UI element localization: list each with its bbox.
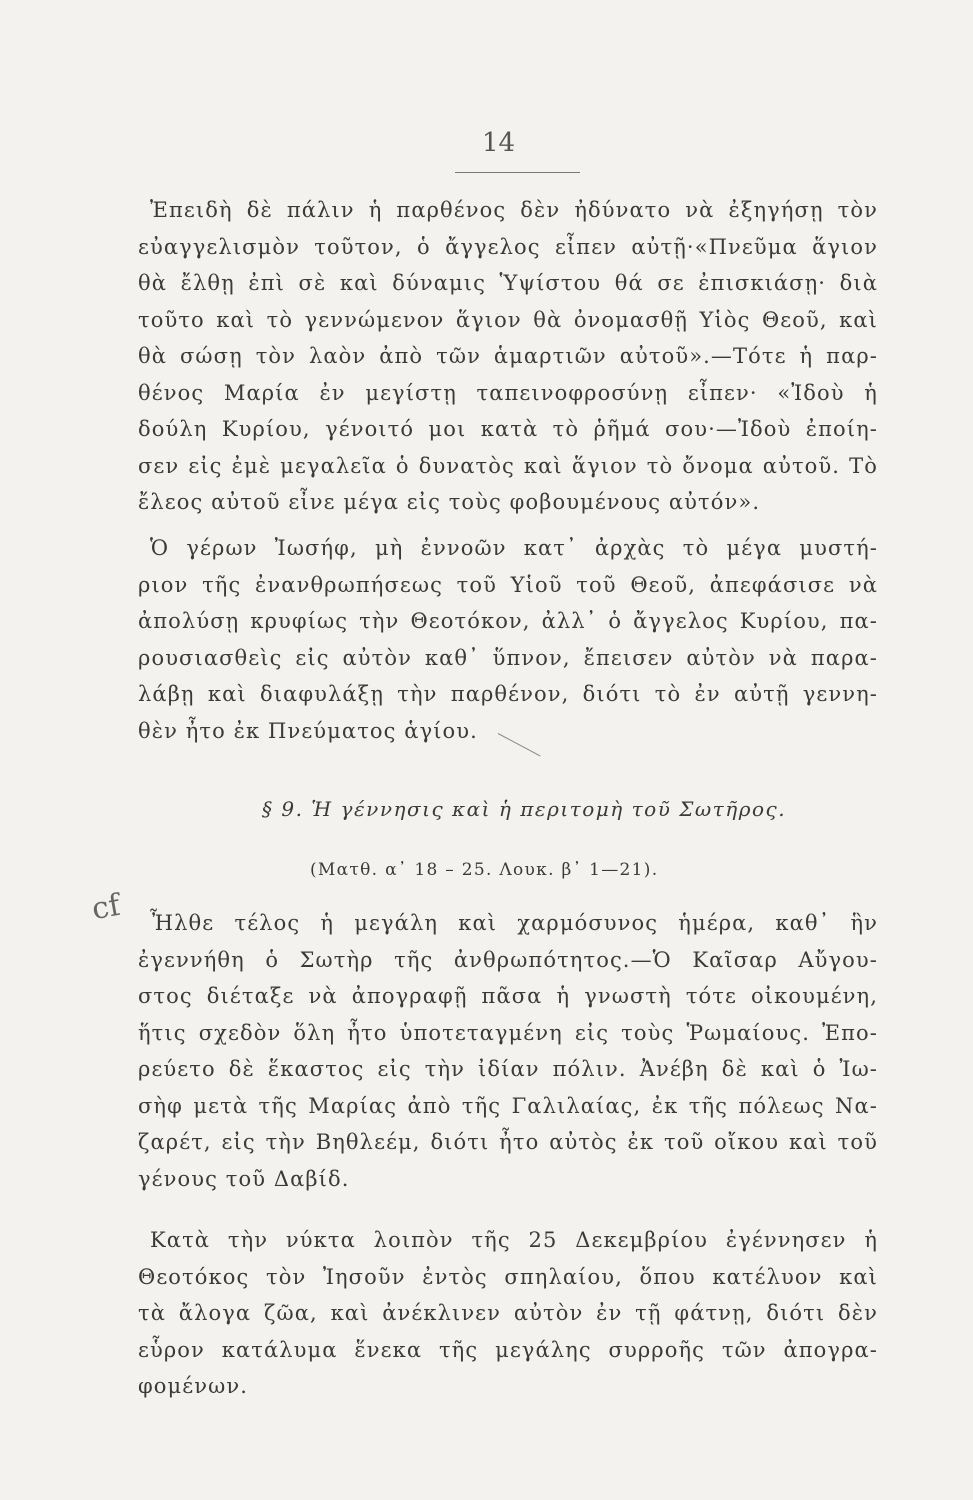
text-line: ζαρέτ, εἰς τὴν Βηθλεέμ, διότι ἦτο αὐτὸς ἐκ τοῦ οἴκου καὶ τοῦ: [138, 1130, 878, 1154]
text-line: Κατὰ τὴν νύκτα λοιπὸν τῆς 25 Δεκεμβρίου ἐγέννησεν ἡ: [150, 1228, 878, 1252]
text-line: ἐγεννήθη ὁ Σωτὴρ τῆς ἀνθρωπότητος.—Ὁ Καῖσαρ Αὔγου-: [138, 947, 878, 972]
text-line: θὲν ἦτο ἐκ Πνεύματος ἁγίου.: [138, 718, 478, 743]
paragraph-joseph: [138, 530, 878, 749]
text-line: στος διέταξε νὰ ἀπογραφῇ πᾶσα ἡ γνωστὴ τότε οἰκουμένη,: [138, 984, 878, 1008]
text-line: Ὁ γέρων Ἰωσήφ, μὴ ἐννοῶν κατ᾽ ἀρχὰς τὸ μέγα μυστή-: [150, 536, 878, 560]
text-line: ριον τῆς ἐνανθρωπήσεως τοῦ Υἱοῦ τοῦ Θεοῦ, ἀπεφάσισε νὰ: [138, 572, 878, 597]
margin-mark: cf: [89, 887, 123, 928]
text-line: σὴφ μετὰ τῆς Μαρίας ἀπὸ τῆς Γαλιλαίας, ἐκ τῆς πόλεως Να-: [138, 1093, 878, 1118]
text-line: φομένων.: [138, 1374, 249, 1398]
text-line: εὐαγγελισμὸν τοῦτον, ὁ ἄγγελος εἶπεν αὐτῇ·«Πνεῦμα ἅγιον: [138, 234, 878, 259]
text-line: σεν εἰς ἐμὲ μεγαλεῖα ὁ δυνατὸς καὶ ἅγιον τὸ ὄνομα αὐτοῦ. Τὸ: [138, 453, 878, 478]
paragraph-annunciation: [138, 192, 878, 521]
text-line: τὰ ἄλογα ζῶα, καὶ ἀνέκλινεν αὐτὸν ἐν τῇ φάτνῃ, διότι δὲν: [138, 1301, 878, 1325]
section-heading: § 9. Ἡ γέννησις καὶ ἡ περιτομὴ τοῦ Σωτῆρος.: [262, 797, 787, 821]
text-line: εὗρον κατάλυμα ἕνεκα τῆς μεγάλης συρροῆς τῶν ἀπογρα-: [138, 1337, 878, 1362]
text-line: θὰ ἔλθῃ ἐπὶ σὲ καὶ δύναμις Ὑψίστου θά σε ἐπισκιάσῃ· διὰ: [138, 271, 878, 295]
text-line: ρεύετο δὲ ἕκαστος εἰς τὴν ἰδίαν πόλιν. Ἀνέβη δὲ καὶ ὁ Ἰω-: [138, 1057, 878, 1081]
text-line: ρουσιασθεὶς εἰς αὐτὸν καθ᾽ ὕπνον, ἔπεισεν αὐτὸν νὰ παρα-: [138, 645, 878, 670]
section-reference: (Ματθ. α᾽ 18 – 25. Λουκ. β᾽ 1—21).: [310, 860, 659, 880]
text-line: ἔλεος αὐτοῦ εἶνε μέγα εἰς τοὺς φοβουμένους αὐτόν».: [138, 490, 761, 514]
text-line: γένους τοῦ Δαβίδ.: [138, 1166, 350, 1191]
text-line: Ἦλθε τέλος ἡ μεγάλη καὶ χαρμόσυνος ἡμέρα, καθ᾽ ἣν: [150, 911, 878, 935]
paragraph-birth: [138, 1222, 878, 1405]
text-line: Ἐπειδὴ δὲ πάλιν ἡ παρθένος δὲν ἠδύνατο νὰ ἐξηγήσῃ τὸν: [150, 198, 878, 222]
paragraph-nativity: [138, 905, 878, 1197]
text-line: λάβῃ καὶ διαφυλάξῃ τὴν παρθένον, διότι τὸ ἐν αὐτῇ γεννη-: [138, 682, 878, 706]
header-rule: [455, 172, 580, 173]
page-number: 14: [482, 128, 516, 158]
text-line: ἀπολύσῃ κρυφίως τὴν Θεοτόκον, ἀλλ᾽ ὁ ἄγγελος Κυρίου, πα-: [138, 609, 878, 633]
text-line: θένος Μαρία ἐν μεγίστῃ ταπεινοφροσύνῃ εἶπεν· «Ἰδοὺ ἡ: [138, 380, 878, 405]
text-line: ἥτις σχεδὸν ὅλη ἦτο ὑποτεταγμένη εἰς τοὺς Ῥωμαίους. Ἐπο-: [138, 1020, 878, 1045]
text-line: δούλη Κυρίου, γένοιτό μοι κατὰ τὸ ῥῆμά σου·—Ἰδοὺ ἐποίη-: [138, 417, 878, 441]
text-line: Θεοτόκος τὸν Ἰησοῦν ἐντὸς σπηλαίου, ὅπου κατέλυον καὶ: [138, 1264, 878, 1289]
text-line: θὰ σώσῃ τὸν λαὸν ἀπὸ τῶν ἁμαρτιῶν αὐτοῦ».—Τότε ἡ παρ-: [138, 344, 878, 368]
text-line: τοῦτο καὶ τὸ γεννώμενον ἅγιον θὰ ὀνομασθῇ Υἱὸς Θεοῦ, καὶ: [138, 307, 878, 332]
